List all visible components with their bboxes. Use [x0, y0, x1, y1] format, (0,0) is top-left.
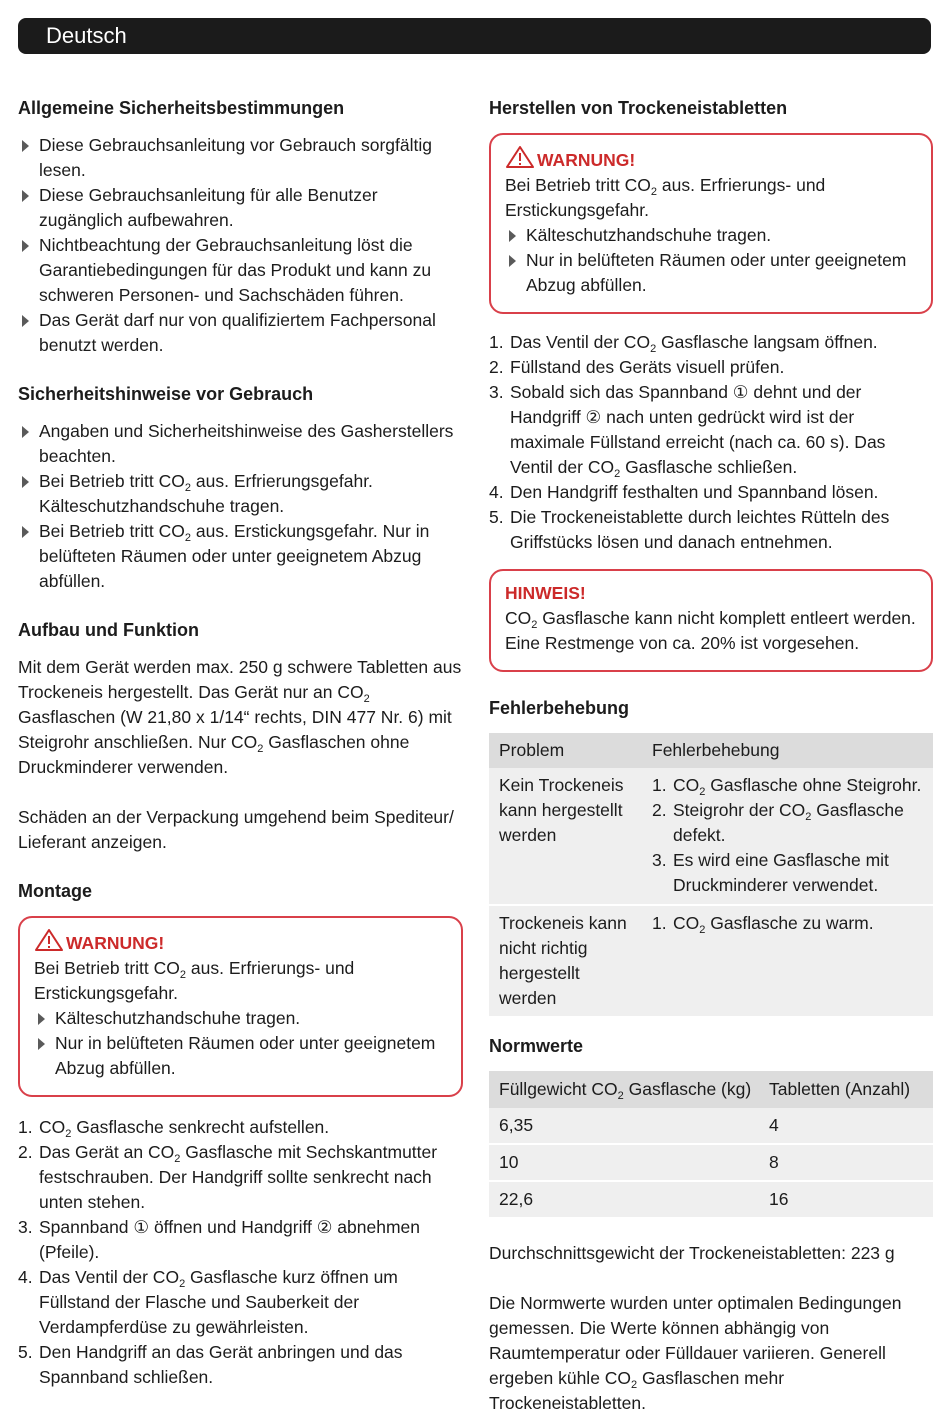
- warning-text: Bei Betrieb tritt $CO_2$ aus. Erfrierungs- und Erstickungsgefahr.: [505, 175, 826, 220]
- list-item: Kälteschutzhandschuhe tragen.: [34, 1006, 447, 1031]
- table-cell: 8: [763, 1144, 933, 1181]
- production-warning-box: [489, 133, 933, 314]
- warning-list: [505, 223, 917, 298]
- list-item: Angaben und Sicherheitshinweise des Gasherstellers beachten.: [18, 419, 463, 469]
- table-header-row: [489, 733, 933, 768]
- list-item: Bei Betrieb tritt $CO_2$ aus. Erstickungsgefahr. Nur in belüfteten Räumen oder unter geeignetem Abzug abfüllen.: [18, 519, 463, 594]
- design-paragraph: Mit dem Gerät werden max. 250 g schwere Tabletten aus Trockeneis hergestellt. Das Gerät nur an $CO_2$ Gasflaschen (W 21,80 x 1/14“ rechts, DIN 477 Nr. 6) mit Steigrohr anschließen. Nur $CO_2$ Gasflaschen ohne Druckminderer verwenden.: [18, 657, 462, 777]
- damage-paragraph: Schäden an der Verpackung umgehend beim Spediteur/ Lieferant anzeigen.: [18, 807, 454, 852]
- list-item: Nur in belüfteten Räumen oder unter geeignetem Abzug abfüllen.: [505, 248, 917, 298]
- list-item: 3. Es wird eine Gasflasche mit Druckminderer verwendet.: [652, 850, 889, 895]
- average-weight-text: Durchschnittsgewicht der Trockeneistabletten: 223 g: [489, 1243, 895, 1263]
- arrow-bullet-icon: [22, 315, 29, 327]
- table-cell: 10: [489, 1144, 763, 1181]
- table-row: [489, 905, 933, 1016]
- list-item: Diese Gebrauchsanleitung vor Gebrauch sorgfältig lesen.: [18, 133, 463, 183]
- arrow-bullet-icon: [509, 230, 516, 242]
- norms-table: [489, 1071, 933, 1217]
- list-item: 1. Das Ventil der $CO_2$ Gasflasche langsam öffnen.: [489, 332, 878, 355]
- table-cell: Kein Trockeneis kann hergestellt werden: [489, 768, 642, 905]
- fix-list: [652, 773, 925, 898]
- arrow-bullet-icon: [22, 426, 29, 438]
- table-header-row: [489, 1071, 933, 1108]
- production-steps: [489, 330, 933, 555]
- list-item: 2. Steigrohr der $CO_2$ Gasflasche defekt.: [652, 800, 904, 845]
- assembly-warning-box: [18, 916, 463, 1097]
- list-item: Kälteschutzhandschuhe tragen.: [505, 223, 917, 248]
- list-item: 4. Den Handgriff festhalten und Spannband lösen.: [489, 482, 879, 502]
- table-header-cell: Tabletten (Anzahl): [763, 1071, 933, 1108]
- general-safety-heading: Allgemeine Sicherheitsbestimmungen: [18, 98, 345, 118]
- table-cell: [642, 905, 933, 1016]
- assembly-steps: [18, 1115, 463, 1390]
- list-item: Diese Gebrauchsanleitung für alle Benutzer zugänglich aufbewahren.: [18, 183, 463, 233]
- before-use-list: [18, 419, 463, 594]
- arrow-bullet-icon: [22, 240, 29, 252]
- note-title: HINWEIS!: [505, 583, 586, 603]
- list-item: 5. Den Handgriff an das Gerät anbringen und das Spannband schließen.: [18, 1342, 403, 1387]
- arrow-bullet-icon: [22, 190, 29, 202]
- language-header: [18, 18, 931, 54]
- warning-title: WARNUNG!: [34, 928, 447, 956]
- list-item: Das Gerät darf nur von qualifiziertem Fachpersonal benutzt werden.: [18, 308, 463, 358]
- table-cell: [642, 768, 933, 905]
- table-row: [489, 1181, 933, 1217]
- arrow-bullet-icon: [38, 1038, 45, 1050]
- list-item: 3. Sobald sich das Spannband ① dehnt und der Handgriff ② nach unten gedrückt wird ist der maximale Füllstand erreicht (nach ca. 60 s). Das Ventil der $CO_2$ Gasflasche schließen.: [489, 382, 886, 480]
- warning-list: [34, 1006, 447, 1081]
- table-cell: 16: [763, 1181, 933, 1217]
- design-function-heading: Aufbau und Funktion: [18, 620, 199, 640]
- warning-title: WARNUNG!: [505, 145, 917, 173]
- norms-heading: Normwerte: [489, 1036, 584, 1056]
- general-safety-list: [18, 133, 463, 358]
- list-item: 1. $CO_2$ Gasflasche senkrecht aufstellen.: [18, 1117, 330, 1140]
- assembly-heading: Montage: [18, 881, 92, 901]
- table-row: [489, 768, 933, 905]
- list-item: Bei Betrieb tritt $CO_2$ aus. Erfrierungsgefahr. Kälteschutzhandschuhe tragen.: [18, 469, 463, 519]
- arrow-bullet-icon: [22, 526, 29, 538]
- right-column: [489, 96, 933, 1416]
- production-heading: Herstellen von Trockeneistabletten: [489, 98, 788, 118]
- list-item: Nichtbeachtung der Gebrauchsanleitung löst die Garantiebedingungen für das Produkt und kann zu schweren Personen- und Sachschäden führen.: [18, 233, 463, 308]
- troubleshooting-table: [489, 733, 933, 1016]
- norms-note-text: Die Normwerte wurden unter optimalen Bedingungen gemessen. Die Werte können abhängig von Raumtemperatur oder Fülldauer variieren. Generell ergeben kühle $CO_2$ Gasflaschen mehr Trockeneistabletten.: [489, 1293, 902, 1413]
- table-header-cell: Füllgewicht $CO_2$ Gasflasche (kg): [489, 1071, 763, 1108]
- table-header-cell: Fehlerbehebung: [642, 733, 933, 768]
- list-item: 2. Das Gerät an $CO_2$ Gasflasche mit Sechskantmutter festschrauben. Der Handgriff sollte senkrecht nach unten stehen.: [18, 1142, 438, 1212]
- language-label: Deutsch: [46, 23, 127, 48]
- list-item: 5. Die Trockeneistablette durch leichtes Rütteln des Griffstücks lösen und danach entnehmen.: [489, 507, 890, 552]
- arrow-bullet-icon: [22, 140, 29, 152]
- table-header-cell: Problem: [489, 733, 642, 768]
- before-use-heading: Sicherheitshinweise vor Gebrauch: [18, 384, 314, 404]
- list-item: 4. Das Ventil der $CO_2$ Gasflasche kurz öffnen um Füllstand der Flasche und Sauberkeit der Verdampferdüse zu gewährleisten.: [18, 1267, 398, 1337]
- list-item: 2. Füllstand des Geräts visuell prüfen.: [489, 357, 785, 377]
- note-text: $CO_2$ Gasflasche kann nicht komplett entleert werden. Eine Restmenge von ca. 20% ist vorgesehen.: [505, 608, 916, 653]
- table-row: [489, 1144, 933, 1181]
- left-column: [18, 96, 463, 1390]
- list-item: 1. $CO_2$ Gasflasche ohne Steigrohr.: [652, 775, 922, 798]
- fix-list: [652, 911, 925, 936]
- warning-triangle-icon: [34, 928, 64, 952]
- table-cell: 22,6: [489, 1181, 763, 1217]
- table-cell: 6,35: [489, 1108, 763, 1144]
- production-note-box: [489, 569, 933, 672]
- list-item: 1. $CO_2$ Gasflasche zu warm.: [652, 913, 874, 936]
- table-cell: Trockeneis kann nicht richtig hergestellt werden: [489, 905, 642, 1016]
- troubleshooting-heading: Fehlerbehebung: [489, 698, 630, 718]
- table-cell: 4: [763, 1108, 933, 1144]
- arrow-bullet-icon: [509, 255, 516, 267]
- list-item: Nur in belüfteten Räumen oder unter geeignetem Abzug abfüllen.: [34, 1031, 447, 1081]
- warning-text: Bei Betrieb tritt $CO_2$ aus. Erfrierungs- und Erstickungsgefahr.: [34, 958, 355, 1003]
- list-item: 3. Spannband ① öffnen und Handgriff ② abnehmen (Pfeile).: [18, 1217, 421, 1262]
- arrow-bullet-icon: [38, 1013, 45, 1025]
- warning-triangle-icon: [505, 145, 535, 169]
- arrow-bullet-icon: [22, 476, 29, 488]
- table-row: [489, 1108, 933, 1144]
